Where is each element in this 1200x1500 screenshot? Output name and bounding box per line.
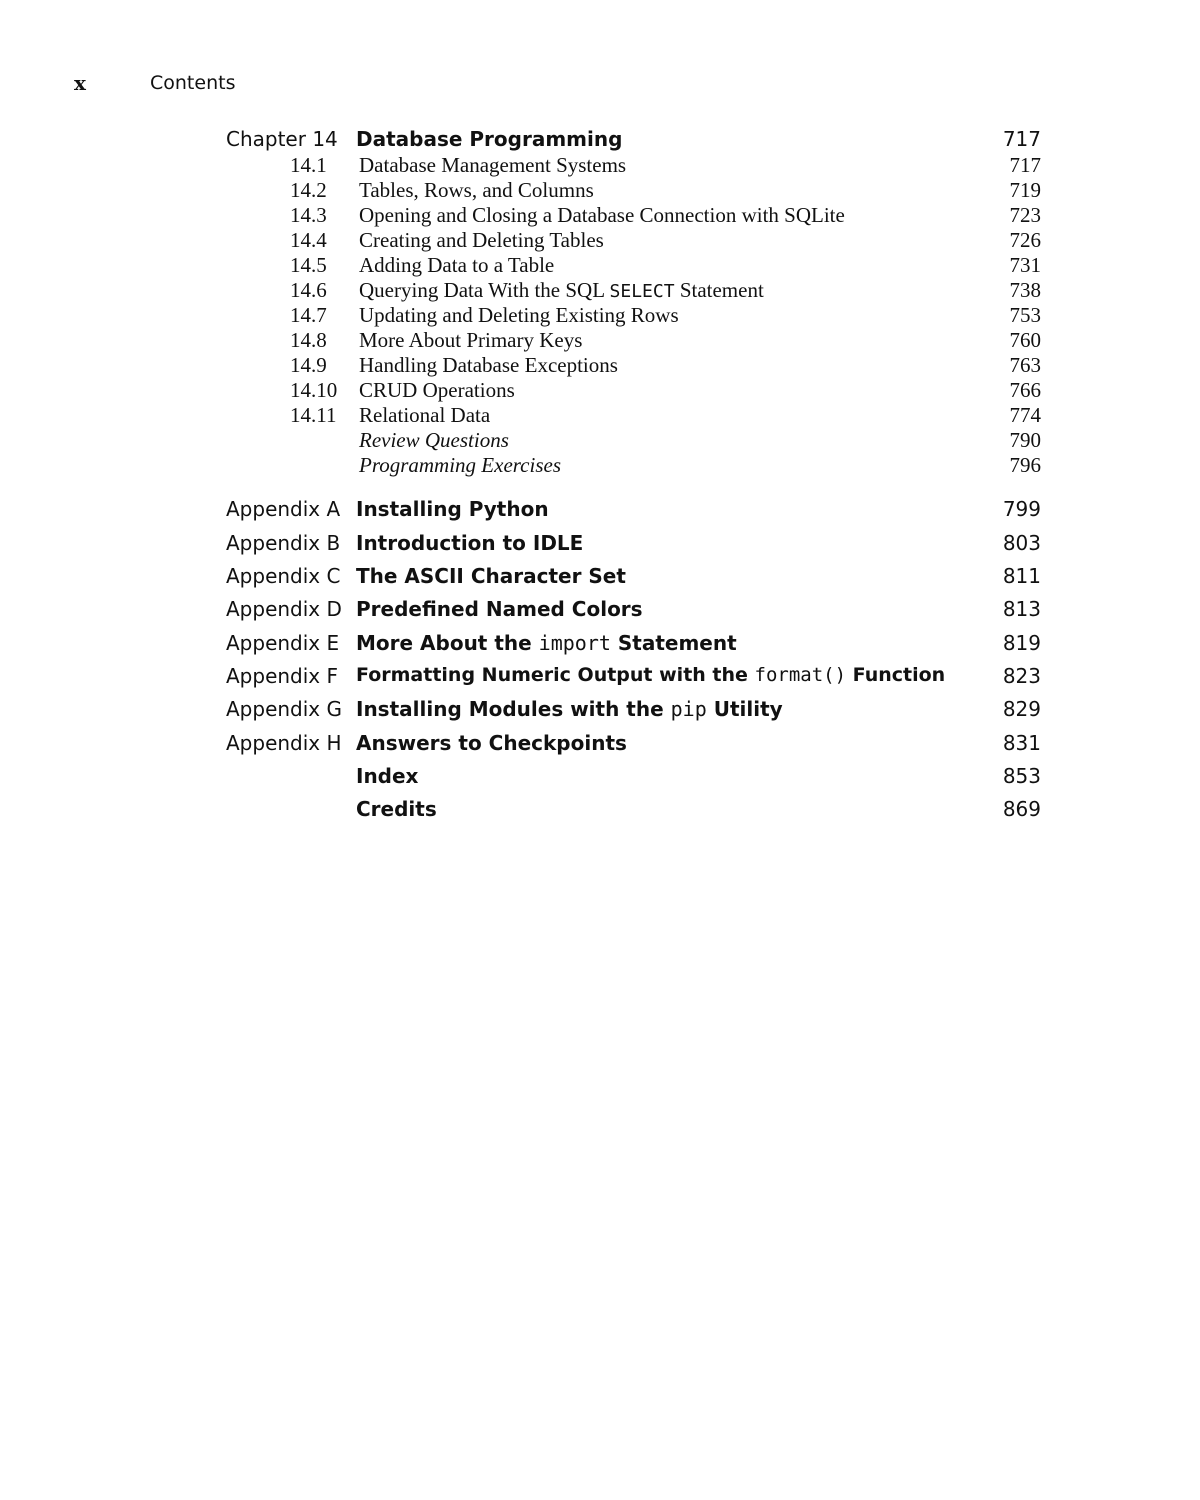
appendix-entry xyxy=(226,497,1041,527)
section-number: 14.6 xyxy=(290,278,327,302)
section-number: 14.9 xyxy=(290,353,327,377)
appendix-page: 803 xyxy=(1002,531,1041,555)
section-number: 14.8 xyxy=(290,328,327,352)
appendix-page: 823 xyxy=(1002,664,1041,688)
appendix-page: 819 xyxy=(1002,631,1041,655)
section-page: 723 xyxy=(1009,203,1041,227)
section-title: Handling Database Exceptions xyxy=(359,353,618,377)
section-entry xyxy=(226,278,1041,303)
section-title: Creating and Deleting Tables xyxy=(359,228,604,252)
section-page: 719 xyxy=(1009,178,1041,202)
section-number: 14.2 xyxy=(290,178,327,202)
section-page: 731 xyxy=(1009,253,1041,277)
section-number: 14.1 xyxy=(290,153,327,177)
section-page: 726 xyxy=(1009,228,1041,252)
appendix-label: Appendix C xyxy=(226,564,341,588)
section-page: 790 xyxy=(1009,428,1041,452)
section-title: Adding Data to a Table xyxy=(359,253,555,277)
appendix-label: Appendix F xyxy=(226,664,339,688)
section-page: 717 xyxy=(1009,153,1041,177)
appendix-title-code: pip xyxy=(670,697,707,721)
section-number: 14.3 xyxy=(290,203,327,227)
appendix-entry xyxy=(226,564,1041,594)
section-number: 14.5 xyxy=(290,253,327,277)
appendix-title-text: Statement xyxy=(610,631,737,655)
appendix-title: Answers to Checkpoints xyxy=(356,731,627,755)
section-title: Relational Data xyxy=(359,403,491,427)
section-title: Tables, Rows, and Columns xyxy=(359,178,594,202)
appendix-page: 799 xyxy=(1002,497,1041,521)
section-title: More About Primary Keys xyxy=(359,328,583,352)
section-page: 766 xyxy=(1009,378,1041,402)
section-title: Opening and Closing a Database Connection with SQLite xyxy=(359,203,845,227)
appendix-label: Appendix A xyxy=(226,497,341,521)
appendix-entry xyxy=(226,664,1041,694)
section-number: 14.7 xyxy=(290,303,327,327)
section-entry xyxy=(226,453,1041,478)
section-page: 760 xyxy=(1009,328,1041,352)
section-number: 14.11 xyxy=(290,403,337,427)
chapter-title: Database Programming xyxy=(356,127,623,151)
section-entry xyxy=(226,403,1041,428)
section-page: 796 xyxy=(1009,453,1041,477)
appendix-title xyxy=(356,697,783,721)
section-title-text: Statement xyxy=(674,278,764,302)
section-entry xyxy=(226,353,1041,378)
section-page: 774 xyxy=(1009,403,1041,427)
appendix-label: Appendix E xyxy=(226,631,340,655)
back-matter-title: Index xyxy=(356,764,419,788)
section-title xyxy=(359,278,764,303)
chapter-label: Chapter 14 xyxy=(226,127,338,151)
back-matter-page: 869 xyxy=(1002,797,1041,821)
appendix-title-text: Installing Modules with the xyxy=(356,697,671,721)
section-entry xyxy=(226,228,1041,253)
chapter-page: 717 xyxy=(1002,127,1041,151)
appendix-label: Appendix G xyxy=(226,697,342,721)
section-entry xyxy=(226,178,1041,203)
back-matter-page: 853 xyxy=(1002,764,1041,788)
section-title-code: SELECT xyxy=(609,281,675,302)
appendix-title: Installing Python xyxy=(356,497,549,521)
section-page: 763 xyxy=(1009,353,1041,377)
appendix-page: 829 xyxy=(1002,697,1041,721)
back-matter-entry xyxy=(226,764,1041,794)
appendix-entry xyxy=(226,531,1041,561)
section-entry xyxy=(226,153,1041,178)
appendix-title-text: Function xyxy=(846,664,946,686)
section-entry xyxy=(226,328,1041,353)
section-title: Review Questions xyxy=(359,428,509,452)
section-entry xyxy=(226,253,1041,278)
section-title-text: Querying Data With the SQL xyxy=(359,278,610,302)
appendix-label: Appendix B xyxy=(226,531,341,555)
section-title: CRUD Operations xyxy=(359,378,515,402)
section-entry xyxy=(226,303,1041,328)
appendix-title: The ASCII Character Set xyxy=(356,564,626,588)
appendix-title xyxy=(356,664,945,686)
appendix-page: 813 xyxy=(1002,597,1041,621)
section-number: 14.4 xyxy=(290,228,327,252)
appendix-title-text: More About the xyxy=(356,631,539,655)
appendix-page: 811 xyxy=(1002,564,1041,588)
section-page: 738 xyxy=(1009,278,1041,302)
appendix-title xyxy=(356,631,737,655)
appendix-title-code: import xyxy=(538,631,611,655)
appendix-title: Predefined Named Colors xyxy=(356,597,643,621)
section-entry xyxy=(226,203,1041,228)
section-entry xyxy=(226,428,1041,453)
appendix-entry xyxy=(226,631,1041,661)
appendix-title: Introduction to IDLE xyxy=(356,531,584,555)
section-title: Programming Exercises xyxy=(359,453,561,477)
back-matter-entry xyxy=(226,797,1041,827)
appendix-label: Appendix H xyxy=(226,731,342,755)
section-number: 14.10 xyxy=(290,378,338,402)
section-title: Updating and Deleting Existing Rows xyxy=(359,303,679,327)
section-title: Database Management Systems xyxy=(359,153,627,177)
appendix-entry xyxy=(226,731,1041,761)
appendix-entry xyxy=(226,597,1041,627)
section-page: 753 xyxy=(1009,303,1041,327)
appendix-title-text: Formatting Numeric Output with the xyxy=(356,664,755,686)
appendix-title-text: Utility xyxy=(706,697,783,721)
back-matter-title: Credits xyxy=(356,797,437,821)
appendix-label: Appendix D xyxy=(226,597,342,621)
appendix-page: 831 xyxy=(1002,731,1041,755)
appendix-title-code: format() xyxy=(754,664,847,686)
section-entry xyxy=(226,378,1041,403)
appendix-entry xyxy=(226,697,1041,727)
running-head: Contents xyxy=(150,72,236,94)
page-number: x xyxy=(74,71,86,95)
